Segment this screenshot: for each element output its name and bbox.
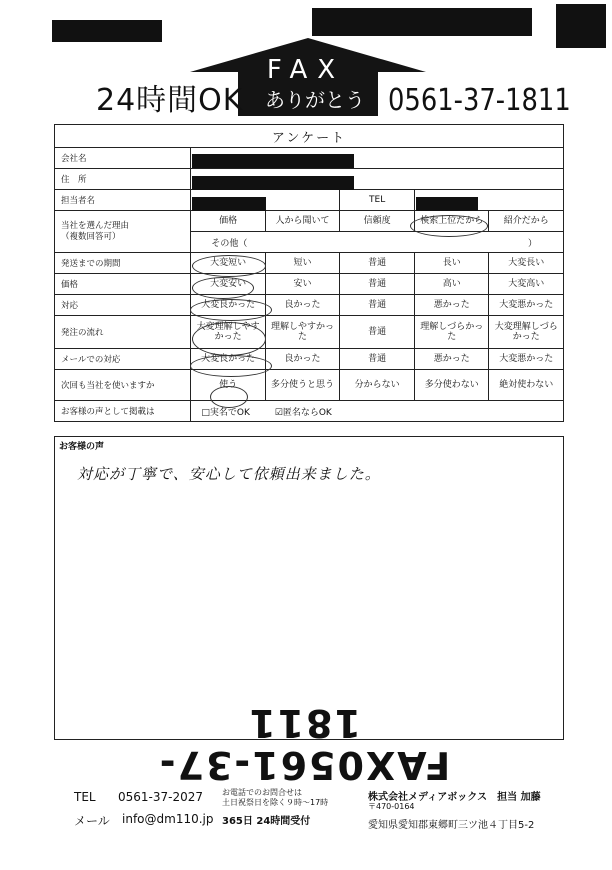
- opt-email-0[interactable]: 大変良かった: [191, 349, 265, 370]
- row-shipping: [55, 253, 564, 274]
- fax-thanks: ありがとう: [265, 88, 365, 112]
- label-tel: TEL: [340, 190, 415, 211]
- opt-flow-1[interactable]: 理解しやすかった: [265, 316, 339, 349]
- publish-options: [191, 401, 564, 422]
- opt-price-1[interactable]: 安い: [265, 274, 339, 295]
- other-reason-field[interactable]: [191, 232, 564, 253]
- footer-company: 株式会社メディアボックス 担当 加藤: [368, 792, 541, 803]
- opt-email-4[interactable]: 大変悪かった: [489, 349, 564, 370]
- opt-price-0[interactable]: 大変安い: [191, 274, 265, 295]
- opt-reason-4[interactable]: 紹介だから: [489, 211, 564, 232]
- mark-email-very-good: [190, 355, 272, 377]
- opt-next-1[interactable]: 多分使うと思う: [265, 370, 339, 401]
- label-flow: 発注の流れ: [55, 316, 191, 349]
- opt-next-0[interactable]: 使う: [191, 370, 265, 401]
- row-reason: [55, 211, 564, 232]
- opt-shipping-1[interactable]: 短い: [265, 253, 339, 274]
- mark-reason-search: [410, 215, 488, 237]
- mark-next-use: [210, 386, 248, 408]
- opt-response-0[interactable]: 大変良かった: [191, 295, 265, 316]
- opt-shipping-3[interactable]: 長い: [415, 253, 489, 274]
- opt-shipping-4[interactable]: 大変長い: [489, 253, 564, 274]
- footer-postal: 〒470-0164: [368, 802, 415, 811]
- opt-price-2[interactable]: 普通: [340, 274, 415, 295]
- opt-shipping-2[interactable]: 普通: [340, 253, 415, 274]
- row-flow: [55, 316, 564, 349]
- opt-next-3[interactable]: 多分使わない: [415, 370, 489, 401]
- opt-publish-anonymous[interactable]: ☑匿名ならOK: [274, 407, 332, 418]
- label-reason: 当社を選んだ理由 （複数回答可）: [55, 211, 191, 253]
- header-24h-ok: 24時間OK: [96, 83, 244, 118]
- opt-shipping-0[interactable]: 大変短い: [191, 253, 265, 274]
- customer-voice-label: お客様の声: [59, 442, 105, 452]
- label-response: 対応: [55, 295, 191, 316]
- footer-mail[interactable]: info@dm110.jp: [122, 812, 214, 826]
- opt-response-3[interactable]: 悪かった: [415, 295, 489, 316]
- opt-flow-4[interactable]: 大変理解しづらかった: [489, 316, 564, 349]
- row-email: [55, 349, 564, 370]
- opt-next-4[interactable]: 絶対使わない: [489, 370, 564, 401]
- row-response: [55, 295, 564, 316]
- opt-price-4[interactable]: 大変高い: [489, 274, 564, 295]
- footer-hours: 365日 24時間受付: [222, 816, 311, 827]
- mark-response-very-good: [190, 299, 272, 321]
- label-company: 会社名: [55, 148, 191, 169]
- opt-email-2[interactable]: 普通: [340, 349, 415, 370]
- other-label: その他（: [211, 238, 248, 249]
- survey-title: アンケート: [55, 125, 564, 148]
- label-contact: 担当者名: [55, 190, 191, 211]
- row-next-time: [55, 370, 564, 401]
- redaction-top-right: [556, 4, 606, 48]
- label-address: 住 所: [55, 169, 191, 190]
- label-email: メールでの対応: [55, 349, 191, 370]
- opt-price-3[interactable]: 高い: [415, 274, 489, 295]
- opt-publish-real-name[interactable]: □実名でOK: [201, 407, 250, 418]
- row-contact: [55, 190, 564, 211]
- opt-next-2[interactable]: 分からない: [340, 370, 415, 401]
- redaction-address: [192, 176, 354, 190]
- label-publish: お客様の声として掲載は: [55, 401, 191, 422]
- opt-response-2[interactable]: 普通: [340, 295, 415, 316]
- footer-tel-label: TEL: [74, 790, 96, 804]
- footer-mail-label: メール: [74, 814, 110, 828]
- opt-reason-2[interactable]: 信頼度: [340, 211, 415, 232]
- mark-flow-very-easy: [192, 322, 266, 356]
- row-price: [55, 274, 564, 295]
- other-close: ）: [527, 238, 537, 249]
- label-next-time: 次回も当社を使いますか: [55, 370, 191, 401]
- opt-flow-2[interactable]: 普通: [340, 316, 415, 349]
- footer-tel-note: お電話でのお問合せは 土日祝祭日を除く９時～17時: [222, 788, 329, 807]
- redaction-top-center: [312, 8, 532, 36]
- customer-voice-text: 対応が丁寧で、安心して依頼出来ました。: [77, 465, 381, 483]
- redaction-tel: [416, 197, 478, 211]
- opt-response-1[interactable]: 良かった: [265, 295, 339, 316]
- mark-shipping-very-short: [192, 255, 266, 277]
- label-shipping: 発送までの期間: [55, 253, 191, 274]
- mirrored-fax-number: FAX0561-37-1811: [157, 701, 451, 787]
- redaction-top-left: [52, 20, 162, 42]
- label-price: 価格: [55, 274, 191, 295]
- opt-email-1[interactable]: 良かった: [265, 349, 339, 370]
- opt-flow-3[interactable]: 理解しづらかった: [415, 316, 489, 349]
- header-fax-number: 0561-37-1811: [388, 83, 571, 118]
- survey-table: [54, 124, 564, 422]
- opt-email-3[interactable]: 悪かった: [415, 349, 489, 370]
- opt-response-4[interactable]: 大変悪かった: [489, 295, 564, 316]
- opt-reason-1[interactable]: 人から聞いて: [265, 211, 339, 232]
- opt-reason-3[interactable]: 検索上位だから: [415, 211, 489, 232]
- row-publish: [55, 401, 564, 422]
- footer-address: 愛知県愛知郡東郷町三ツ池４丁目5-2: [368, 820, 535, 831]
- footer-tel: 0561-37-2027: [118, 790, 204, 804]
- mark-price-very-cheap: [192, 277, 254, 299]
- opt-flow-0[interactable]: 大変理解しやすかった: [191, 316, 265, 349]
- fax-label: FAX: [266, 55, 346, 85]
- opt-reason-0[interactable]: 価格: [191, 211, 265, 232]
- redaction-company: [192, 154, 354, 168]
- redaction-contact: [192, 197, 266, 211]
- customer-voice-box[interactable]: [54, 436, 564, 740]
